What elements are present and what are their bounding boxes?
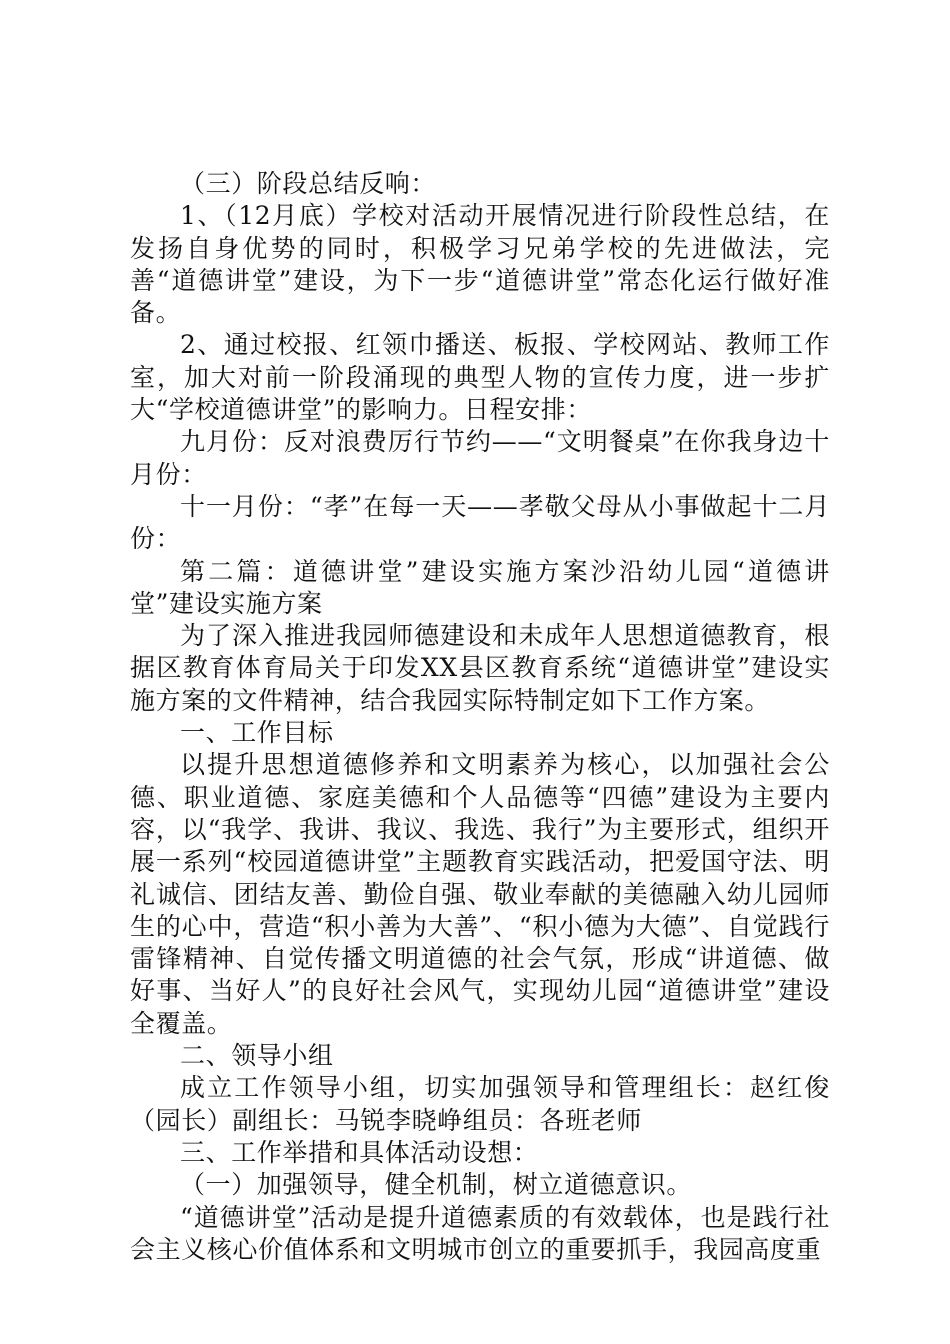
document-body	[130, 168, 830, 1266]
heading-work-measures: 三、工作举措和具体活动设想：	[180, 1137, 539, 1167]
paragraph-leadership-group: 成立工作领导小组，切实加强领导和管理组长：赵红俊（园长）副组长：马锐李晓峥组员：各班老师	[130, 1073, 830, 1135]
paragraph-schedule-november: 十一月份：“孝”在每一天——孝敬父母从小事做起十二月份：	[130, 491, 830, 554]
heading-leadership-group: 二、领导小组	[180, 1041, 334, 1071]
paragraph-work-goals: 以提升思想道德修养和文明素养为核心，以加强社会公德、职业道德、家庭美德和个人品德等“四德”建设为主要内容，以“我学、我讲、我议、我选、我行”为主要形式，组织开展一系列“校园道德讲堂”主题教育实践活动，把爱国守法、明礼诚信、团结友善、勤俭自强、敬业奉献的美德融入幼儿园师生的心中，营造“积小善为大善”、“积小德为大德”、自觉践行雷锋精神、自觉传播文明道德的社会气氛，形成“讲道德、做好事、当好人”的良好社会风气，实现幼儿园“道德讲堂”建设全覆盖。	[130, 750, 830, 1038]
paragraph-second-article-title: 第二篇：道德讲堂”建设实施方案沙沿幼儿园“道德讲堂”建设实施方案	[130, 556, 830, 618]
paragraph-item-2: 2、通过校报、红领巾播送、板报、学校网站、教师工作室，加大对前一阶段涌现的典型人物的宣传力度，进一步扩大“学校道德讲堂”的影响力。日程安排：	[130, 330, 830, 425]
heading-work-goals: 一、工作目标	[180, 718, 334, 748]
paragraph-stage-summary-heading: （三）阶段总结反响：	[180, 169, 437, 198]
paragraph-moral-lecture-activity: “道德讲堂”活动是提升道德素质的有效载体，也是践行社会主义核心价值体系和文明城市创立的重要抓手，我园高度重	[130, 1202, 830, 1264]
paragraph-schedule-september: 九月份：反对浪费厉行节约——“文明餐桌”在你我身边十月份：	[130, 427, 830, 489]
paragraph-item-1: 1、（12月底）学校对活动开展情况进行阶段性总结，在发扬自身优势的同时，积极学习兄弟学校的先进做法，完善“道德讲堂”建设，为下一步“道德讲堂”常态化运行做好准备。	[130, 201, 830, 328]
paragraph-intro: 为了深入推进我园师德建设和未成年人思想道德教育，根据区教育体育局关于印发XX县区教育系统“道德讲堂”建设实施方案的文件精神，结合我园实际特制定如下工作方案。	[130, 621, 830, 715]
heading-strengthen-leadership: （一）加强领导，健全机制，树立道德意识。	[180, 1170, 693, 1200]
